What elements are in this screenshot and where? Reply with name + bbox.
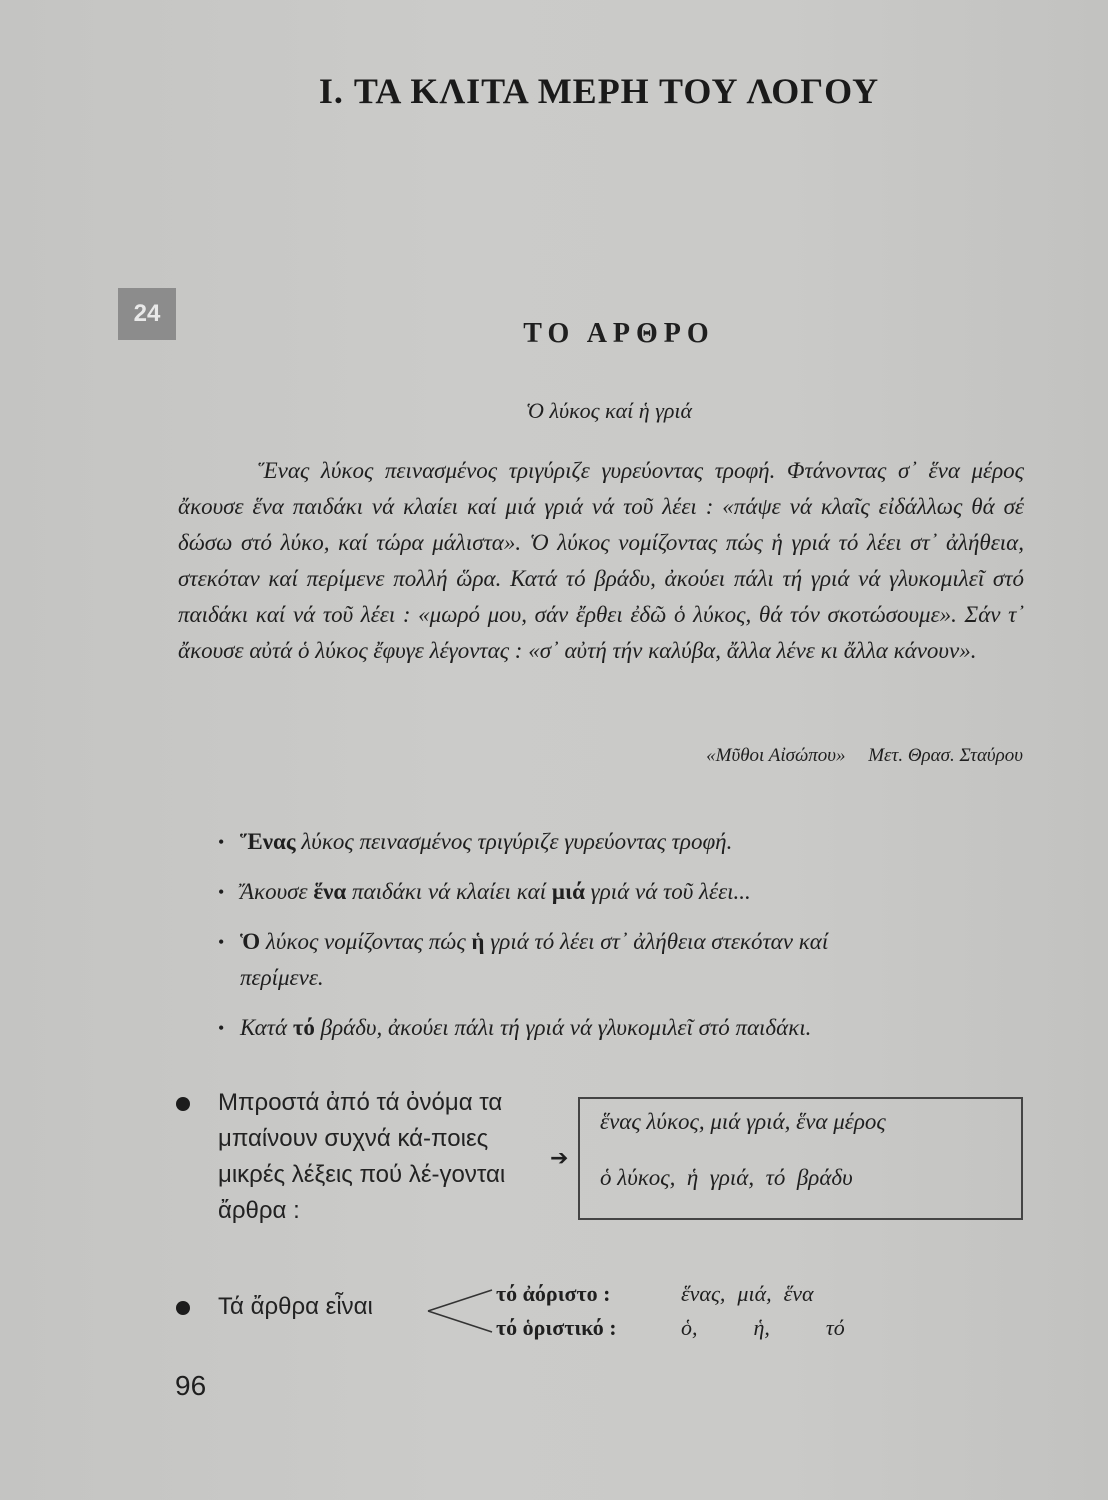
example-item: • Κατά τό βράδυ, ἀκούει πάλι τή γριά νά γλυκομιλεῖ στό παιδάκι. [240,1010,1030,1046]
source-title: «Μῦθοι Αἰσώπου» [706,745,846,766]
indefinite-examples: ἕνας λύκος, μιά γριά, ἕνα μέρος [600,1109,886,1134]
article-word: τό [292,1015,315,1040]
story-source [178,745,1023,767]
article-word: Ὁ [240,929,261,954]
page-number: 96 [175,1370,207,1401]
bullet-icon [176,1301,190,1315]
definite-label: τό ὁριστικό : [496,1315,617,1340]
example-item: • Ἕνας λύκος πεινασμένος τριγύριζε γυρεύοντας τροφή. [240,824,1030,860]
bullet-icon [176,1097,190,1111]
translator: Μετ. Θρασ. Σταύρου [868,745,1023,766]
definite-examples: ὁ λύκος, ἡ γριά, τό βράδυ [600,1165,853,1190]
section-number-badge: 24 [118,288,176,340]
examples-list [240,824,1030,1060]
story-text-block [178,453,1024,669]
article-word: ἡ [471,929,485,954]
definite-article-row: τό ὁριστικό : ὁ, ἡ, τό [496,1310,901,1346]
rule-text-1: Μπροστά ἀπό τά ὀνόμα τα μπαίνουν συχνά κά-ποιες μικρές λέξεις πού λέ-γονται ἄρθρα : [218,1089,506,1224]
chapter-title: I. ΤΑ ΚΛΙΤΑ ΜΕΡΗ ΤΟΥ ΛΟΓΟΥ [318,71,880,111]
story-title: Ὁ λύκος καί ἡ γριά [525,398,693,423]
branch-brace-icon [426,1284,494,1340]
article-word: Ἕνας [240,829,296,854]
indefinite-article-row: τό ἀόριστο : ἕνας, μιά, ἕνα [496,1276,870,1312]
indefinite-label: τό ἀόριστο : [496,1281,611,1306]
arrow-right-icon: ➔ [550,1146,569,1171]
story-paragraph: Ἕνας λύκος πεινασμένος τριγύριζε γυρεύοντας τροφή. Φτάνοντας σ᾽ ἕνα μέρος ἄκουσε ἕνα παιδάκι νά κλαίει καί μιά γριά νά τοῦ λέει : «πάψε νά κλαῖς εἰδάλλως θά σέ δώσω στό λύκο, καί τώρα μάλιστα». Ὁ λύκος νομίζοντας πώς ἡ γριά τό λέει στ᾽ ἀλήθεια, στεκόταν καί περίμενε πολλή ὥρα. Κατά τό βράδυ, ἀκούει πάλι τή γριά νά γλυκομιλεῖ στό παιδάκι καί νά τοῦ λέει : «μωρό μου, σάν ἔρθει ἐδῶ ὁ λύκος, θά τόν σκοτώσουμε». Σάν τ᾽ ἄκουσε αὐτά ὁ λύκος ἔφυγε λέγοντας : «σ᾽ αὐτή τήν καλύβα, ἄλλα λένε κι ἄλλα κάνουν». [178,458,1024,663]
rule-text-2: Τά ἄρθρα εἶναι [218,1293,373,1320]
examples-box [578,1097,1023,1220]
example-item: • Ἄκουσε ἕνα παιδάκι νά κλαίει καί μιά γριά νά τοῦ λέει... [240,874,1030,910]
article-word: μιά [551,879,585,904]
article-word: ἕνα [313,879,347,904]
example-item: • Ὁ λύκος νομίζοντας πώς ἡ γριά τό λέει στ᾽ ἀλήθεια στεκόταν καί περίμενε. [240,924,1030,996]
section-title: ΤΟ ΑΡΘΡΟ [523,318,715,349]
